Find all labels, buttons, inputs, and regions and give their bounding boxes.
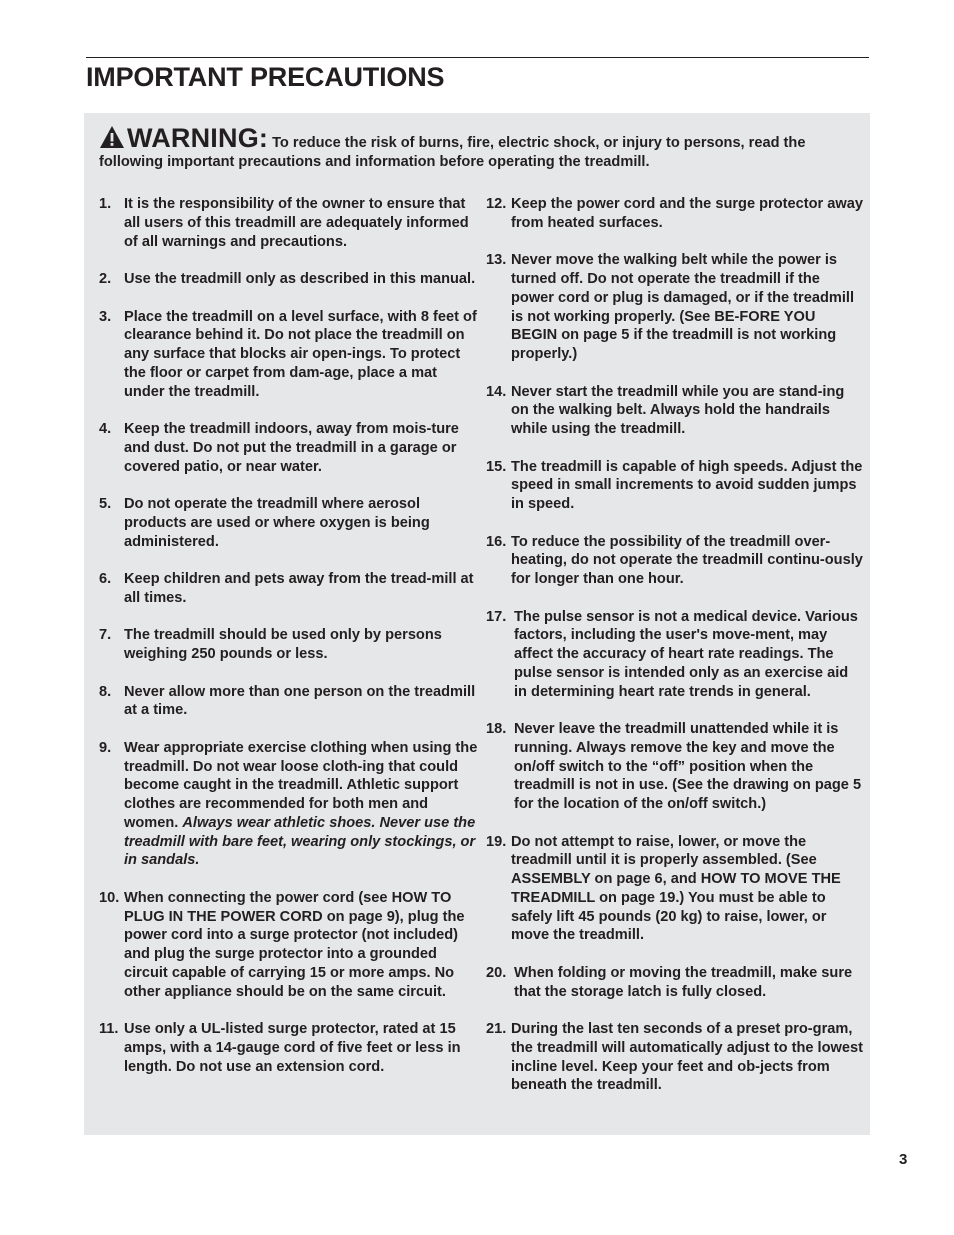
item-text-main: The pulse sensor is not a medical device. Various factors, including the user's move-ment, may affect the accuracy of heart rate readings. The pulse sensor is intended only as an exercise aid in determining heart rate trends in general.	[514, 608, 858, 700]
item-number: 14.	[486, 383, 507, 400]
item-text-main: Keep children and pets away from the tread-mill at all times.	[124, 571, 474, 606]
item-number: 6.	[99, 571, 112, 587]
item-text-main: It is the responsibility of the owner to ensure that all users of this treadmill are adequately informed of all warnings and precautions.	[124, 196, 469, 250]
top-rule	[86, 57, 869, 58]
item-text	[124, 683, 479, 721]
item-text-main: During the last ten seconds of a preset pro-gram, the treadmill will automatically adjust to the lowest incline level. Keep your feet and ob-jects from beneath the treadmill.	[511, 1021, 863, 1094]
item-text-main: When folding or moving the treadmill, make sure that the storage latch is fully closed.	[514, 964, 853, 1000]
precautions-box	[84, 113, 870, 1135]
precaution-item	[486, 964, 864, 1002]
item-number: 13.	[486, 252, 507, 269]
item-text-main: Do not attempt to raise, lower, or move the treadmill until it is properly assembled. (See ASSEMBLY on page 6, and HOW TO MOVE THE TREADMILL on page 19.) You must be able to safely lift 45 pounds (20 kg) to raise, lower, or move the treadmill.	[511, 833, 841, 944]
precaution-item	[99, 739, 479, 870]
item-text-main: The treadmill is capable of high speeds. Adjust the speed in small increments to avoid sudden jumps in speed.	[511, 458, 863, 512]
item-number: 7.	[99, 627, 112, 644]
item-text-main: When connecting the power cord (see HOW TO PLUG IN THE POWER CORD on page 9), plug the power cord into a surge protector (not included) and plug the surge protector into a grounded circuit capable of carrying 15 or more amps. No other appliance should be on the same circuit.	[124, 889, 465, 1000]
precaution-item	[486, 720, 864, 814]
item-number: 2.	[99, 271, 112, 287]
item-number: 19.	[486, 833, 507, 850]
item-text-main: Use the treadmill only as described in this manual.	[124, 271, 476, 287]
item-text	[124, 739, 479, 870]
item-text	[124, 570, 479, 608]
precaution-item	[99, 270, 479, 289]
item-text	[124, 1020, 479, 1076]
precaution-item	[99, 889, 479, 1002]
precaution-item	[486, 833, 864, 946]
page-number: 3	[899, 1151, 908, 1168]
precaution-item	[486, 1020, 864, 1095]
precaution-item	[486, 458, 864, 514]
item-text	[124, 889, 479, 1002]
item-number: 12.	[486, 196, 507, 212]
item-text-emphasis: Always wear athletic shoes. Never use the treadmill with bare feet, wearing only stockings, or in sandals.	[124, 814, 476, 869]
item-text-main: Do not operate the treadmill where aerosol products are used or where oxygen is being administered.	[124, 496, 430, 550]
item-text	[511, 1020, 864, 1095]
precaution-item	[486, 608, 864, 702]
precaution-item	[99, 683, 479, 721]
item-text-main: To reduce the possibility of the treadmill over-heating, do not operate the treadmill continu-ously for longer than one hour.	[511, 533, 863, 587]
item-text	[511, 458, 864, 514]
item-text	[511, 251, 864, 364]
item-number: 10.	[99, 889, 120, 906]
precaution-item	[99, 308, 479, 402]
page-title: IMPORTANT PRECAUTIONS	[86, 62, 445, 92]
item-text-main: Use only a UL-listed surge protector, rated at 15 amps, with a 14-gauge cord of five feet or less in length. Do not use an extension cord.	[124, 1021, 461, 1075]
item-text-main: Never move the walking belt while the power is turned off. Do not operate the treadmill if the power cord or plug is damaged, or if the treadmill is not working properly. (See BE-FORE YOU BEGIN on page 5 if the treadmill is not working properly.)	[511, 252, 855, 362]
precaution-item	[99, 420, 479, 476]
precaution-item	[486, 251, 864, 364]
item-number: 21.	[486, 1021, 507, 1037]
item-number: 18.	[486, 721, 507, 737]
item-number: 8.	[99, 683, 112, 700]
precaution-item	[486, 533, 864, 589]
item-text	[124, 420, 479, 476]
warning-statement	[99, 123, 859, 172]
item-number: 17.	[486, 608, 507, 625]
item-text-main: Place the treadmill on a level surface, with 8 feet of clearance behind it. Do not place the treadmill on any surface that blocks air open-ings. To protect the floor or carpet from dam-age, place a mat under the treadmill.	[124, 308, 477, 400]
item-number: 9.	[99, 739, 112, 756]
item-text-main: Never leave the treadmill unattended while it is running. Always remove the key and move the on/off switch to the “off” position when the treadmill is not in use. (See the drawing on page 5 for the location of the on/off switch.)	[514, 721, 862, 812]
warning-word: WARNING:	[127, 123, 269, 153]
item-text	[511, 383, 864, 439]
precaution-item	[99, 626, 479, 664]
item-text-main: Never allow more than one person on the treadmill at a time.	[124, 683, 476, 719]
left-column	[99, 195, 479, 1095]
item-text	[124, 195, 479, 251]
item-text	[124, 270, 479, 289]
warning-text: To reduce the risk of burns, fire, electric shock, or injury to persons, read the following important precautions and information before operating the treadmill.	[99, 135, 806, 170]
item-text-main: The treadmill should be used only by persons weighing 250 pounds or less.	[124, 627, 442, 662]
item-text-main: Wear appropriate exercise clothing when using the treadmill. Do not wear loose cloth-ing that could become caught in the treadmill. Athletic support clothes are recommended for both men and women.	[124, 739, 478, 831]
item-number: 15.	[486, 458, 507, 475]
right-column	[486, 195, 864, 1114]
precaution-item	[486, 195, 864, 233]
item-text	[514, 720, 864, 814]
item-number: 4.	[99, 421, 112, 437]
item-number: 5.	[99, 496, 112, 512]
precaution-item	[99, 195, 479, 251]
item-number: 3.	[99, 308, 112, 325]
item-text-main: Never start the treadmill while you are stand-ing on the walking belt. Always hold the handrails while using the treadmill.	[511, 383, 845, 437]
item-text	[514, 964, 864, 1002]
item-text	[124, 495, 479, 551]
item-number: 11.	[99, 1021, 119, 1037]
item-text-main: Keep the treadmill indoors, away from mois-ture and dust. Do not put the treadmill in a garage or covered patio, or near water.	[124, 421, 459, 475]
precaution-item	[99, 570, 479, 608]
warning-triangle-icon	[99, 125, 125, 149]
item-text	[511, 195, 864, 233]
item-number: 16.	[486, 533, 507, 550]
precaution-item	[99, 495, 479, 551]
item-text-main: Keep the power cord and the surge protector away from heated surfaces.	[511, 196, 863, 231]
item-text	[124, 308, 479, 402]
item-text	[124, 626, 479, 664]
precaution-item	[99, 1020, 479, 1076]
item-number: 20.	[486, 964, 507, 981]
item-number: 1.	[99, 196, 112, 212]
item-text	[514, 608, 864, 702]
precaution-item	[486, 383, 864, 439]
item-text	[511, 833, 864, 946]
item-text	[511, 533, 864, 589]
